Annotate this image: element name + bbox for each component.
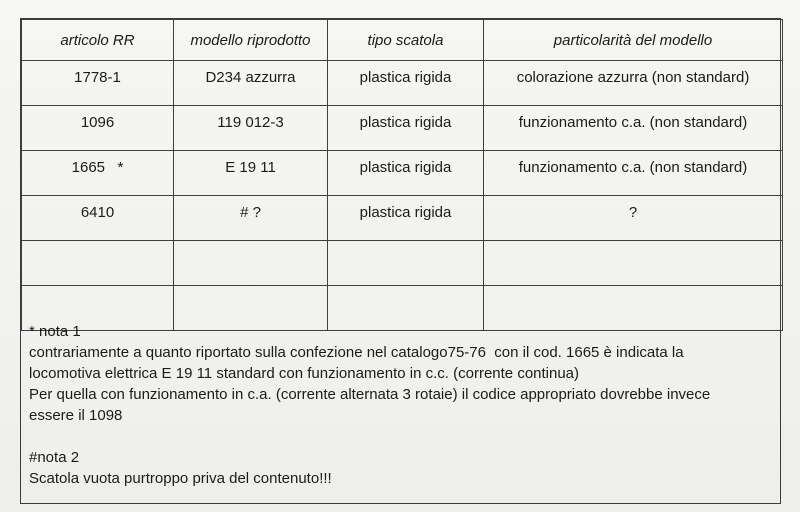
header-articolo: articolo RR: [22, 20, 174, 61]
note1-text-line: locomotiva elettrica E 19 11 standard con funzionamento in c.c. (corrente continua): [29, 365, 580, 382]
cell-empty: [174, 241, 328, 286]
header-particolarita: particolarità del modello: [484, 20, 783, 61]
cell-particolarita: colorazione azzurra (non standard): [484, 61, 783, 106]
cell-articolo: 1096: [22, 106, 174, 151]
cell-empty: [22, 241, 174, 286]
models-table: [21, 19, 783, 331]
note1-text-line: Per quella con funzionamento in c.a. (corrente alternata 3 rotaie) il codice appropriato dovrebbe invece: [29, 386, 711, 403]
cell-tipo-scatola: plastica rigida: [328, 106, 484, 151]
header-tipo-scatola: tipo scatola: [328, 20, 484, 61]
notes-spacer: [29, 426, 780, 447]
header-modello: modello riprodotto: [174, 20, 328, 61]
cell-modello: E 19 11: [174, 151, 328, 196]
table-row: [22, 106, 783, 151]
note2-text-line: Scatola vuota purtroppo priva del contenuto!!!: [29, 470, 332, 487]
table-header-row: [22, 20, 783, 61]
note1-text-line: essere il 1098: [29, 407, 123, 424]
table-row-empty: [22, 241, 783, 286]
cell-articolo: 1665 *: [22, 151, 174, 196]
cell-articolo: 1778-1: [22, 61, 174, 106]
cell-empty: [328, 241, 484, 286]
cell-particolarita: ?: [484, 196, 783, 241]
cell-modello: # ?: [174, 196, 328, 241]
cell-tipo-scatola: plastica rigida: [328, 196, 484, 241]
cell-tipo-scatola: plastica rigida: [328, 151, 484, 196]
cell-articolo: 6410: [22, 196, 174, 241]
cell-empty: [484, 241, 783, 286]
document-table-frame: [20, 18, 781, 504]
note1-text-line: contrariamente a quanto riportato sulla confezione nel catalogo75-76 con il cod. 1665 è indicata la: [29, 344, 684, 361]
cell-modello: D234 azzurra: [174, 61, 328, 106]
cell-modello: 119 012-3: [174, 106, 328, 151]
cell-particolarita: funzionamento c.a. (non standard): [484, 106, 783, 151]
table-row: [22, 61, 783, 106]
note2-title: #nota 2: [29, 449, 80, 466]
table-row: [22, 151, 783, 196]
cell-tipo-scatola: plastica rigida: [328, 61, 484, 106]
table-row: [22, 196, 783, 241]
note1-title: * nota 1: [29, 323, 81, 340]
cell-particolarita: funzionamento c.a. (non standard): [484, 151, 783, 196]
notes-section: [21, 321, 780, 505]
